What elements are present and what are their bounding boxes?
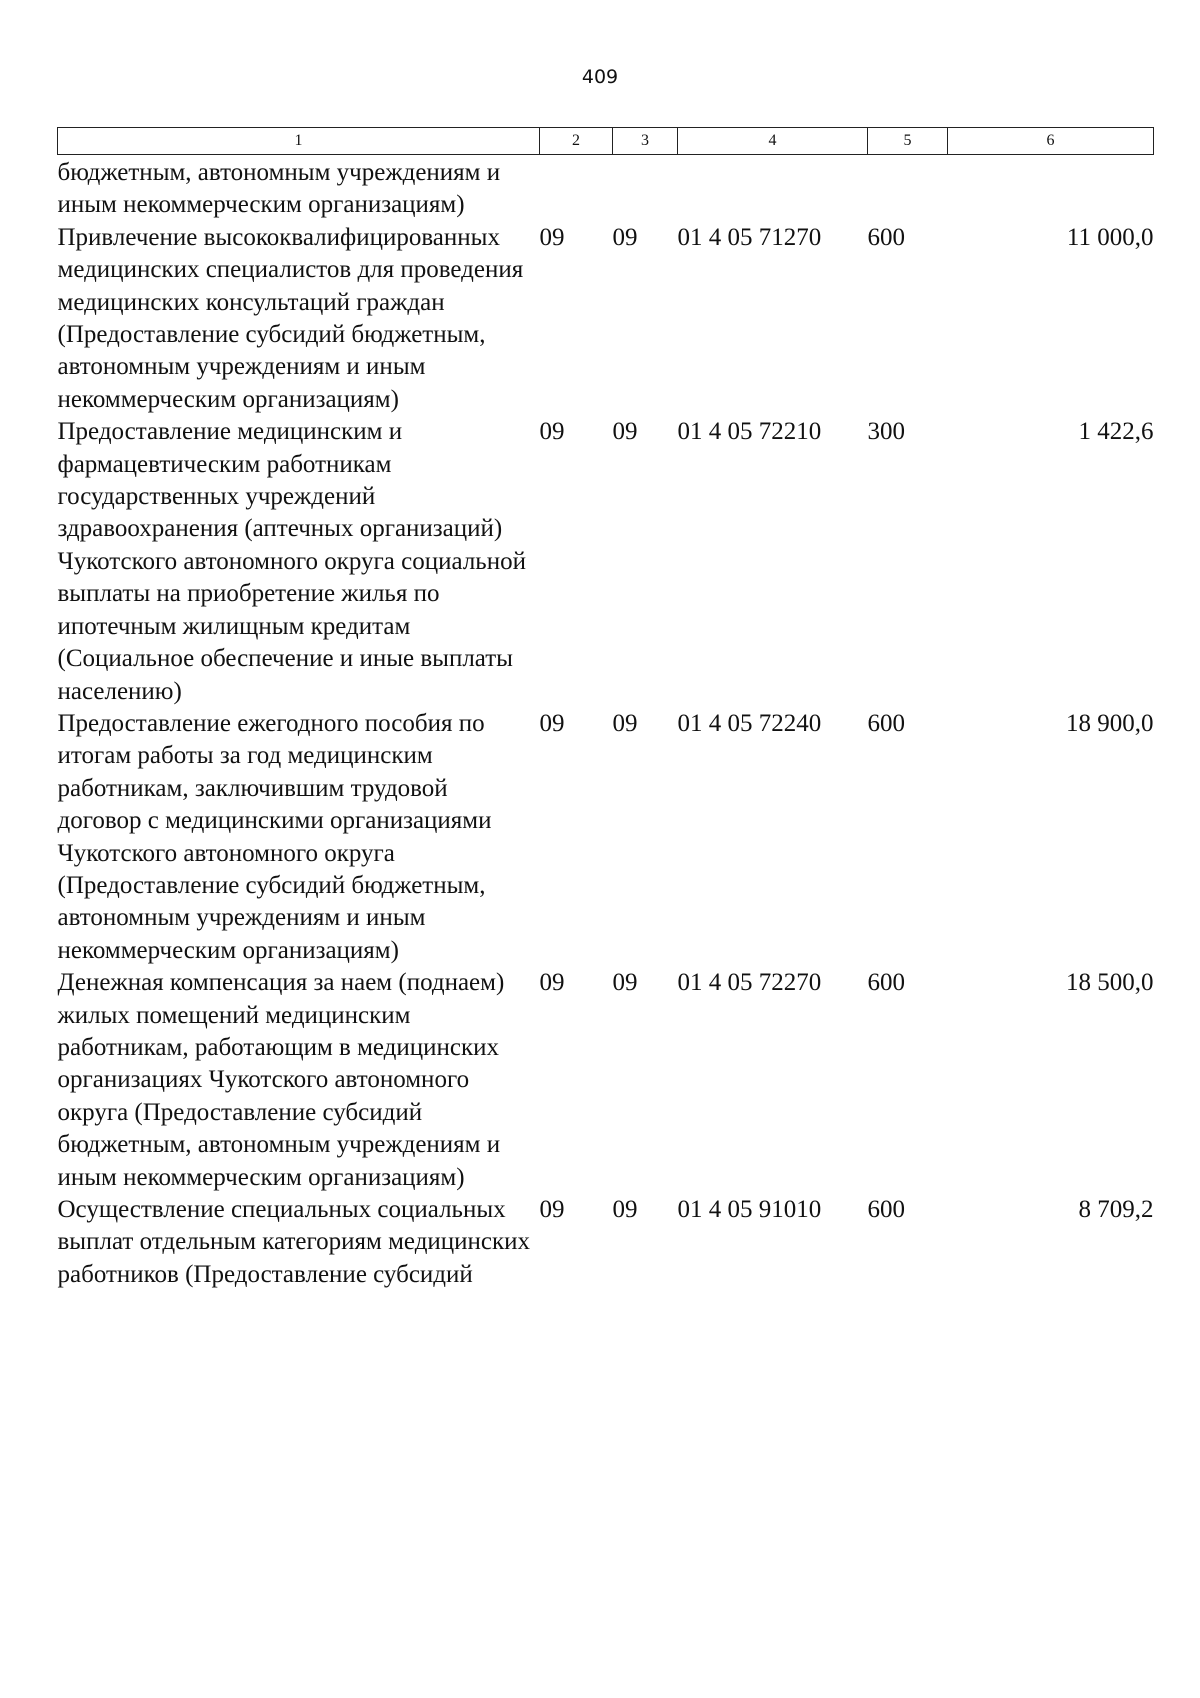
row-expense-type: 600 (867, 709, 905, 737)
row-description: Предоставление ежегодного пособия по итогам работы за год медицинским работникам, заключившим трудовой договор с медицинскими организациями Чукотского автономного округа (Предоставление субсидий бюджетным, автономным учреждениям и иным некоммерческим организациям) (57, 709, 492, 964)
row-subsection: 09 (612, 418, 638, 446)
header-col-5: 5 (868, 128, 948, 155)
row-subsection: 09 (612, 709, 638, 737)
row-description: Предоставление медицинским и фармацевтическим работникам государственных учреждений здравоохранения (аптечных организаций) Чукотского автономного округа социальной выплаты на приобретение жилья по ипотечным жилищным кредитам (Социальное обеспечение и иные выплаты населению) (57, 418, 526, 705)
header-col-6: 6 (948, 128, 1154, 155)
table-row (58, 222, 1154, 416)
row-section: 09 (539, 1196, 565, 1223)
row-target-article: 01 4 05 71270 (677, 223, 822, 251)
header-row (58, 128, 1154, 155)
row-expense-type: 600 (867, 223, 905, 251)
row-subsection: 09 (612, 223, 638, 251)
page-number: 409 (581, 66, 619, 88)
header-col-4: 4 (678, 128, 868, 155)
row-section: 09 (539, 709, 565, 737)
row-amount: 8 709,2 (1078, 1196, 1154, 1223)
row-amount: 1 422,6 (1078, 418, 1154, 446)
continuation-text: бюджетным, автономным учреждениям и иным некоммерческим организациям) (57, 159, 501, 219)
row-description: Привлечение высококвалифицированных медицинских специалистов для проведения медицинских консультаций граждан (Предоставление субсидий бюджетным, автономным учреждениям и иным некоммерческим организациям) (57, 223, 524, 413)
row-expense-type: 300 (867, 418, 905, 446)
row-amount: 18 500,0 (1066, 969, 1154, 997)
row-amount: 11 000,0 (1066, 223, 1154, 251)
budget-table (57, 127, 1154, 1291)
row-subsection: 09 (612, 1196, 638, 1223)
row-description: Осуществление специальных социальных выплат отдельным категориям медицинских работников (Предоставление субсидий (57, 1196, 531, 1288)
header-col-3: 3 (613, 128, 678, 155)
header-col-2: 2 (540, 128, 613, 155)
row-section: 09 (539, 418, 565, 446)
table-row (58, 1194, 1154, 1291)
table-row (58, 967, 1154, 1194)
row-expense-type: 600 (867, 1196, 905, 1223)
row-target-article: 01 4 05 91010 (677, 1196, 822, 1223)
row-description: Денежная компенсация за наем (поднаем) жилых помещений медицинским работникам, работающим в медицинских организациях Чукотского автономного округа (Предоставление субсидий бюджетным, автономным учреждениям и иным некоммерческим организациям) (57, 969, 505, 1191)
header-col-1: 1 (58, 128, 540, 155)
row-section: 09 (539, 223, 565, 251)
row-amount: 18 900,0 (1066, 709, 1154, 737)
table-row (58, 416, 1154, 708)
row-section: 09 (539, 969, 565, 997)
table-body (58, 155, 1154, 1292)
row-target-article: 01 4 05 72270 (677, 969, 822, 997)
table-row-continuation (58, 155, 1154, 222)
row-subsection: 09 (612, 969, 638, 997)
table-row (58, 708, 1154, 967)
table-header (58, 128, 1154, 155)
row-expense-type: 600 (867, 969, 905, 997)
row-target-article: 01 4 05 72210 (677, 418, 822, 446)
row-target-article: 01 4 05 72240 (677, 709, 822, 737)
